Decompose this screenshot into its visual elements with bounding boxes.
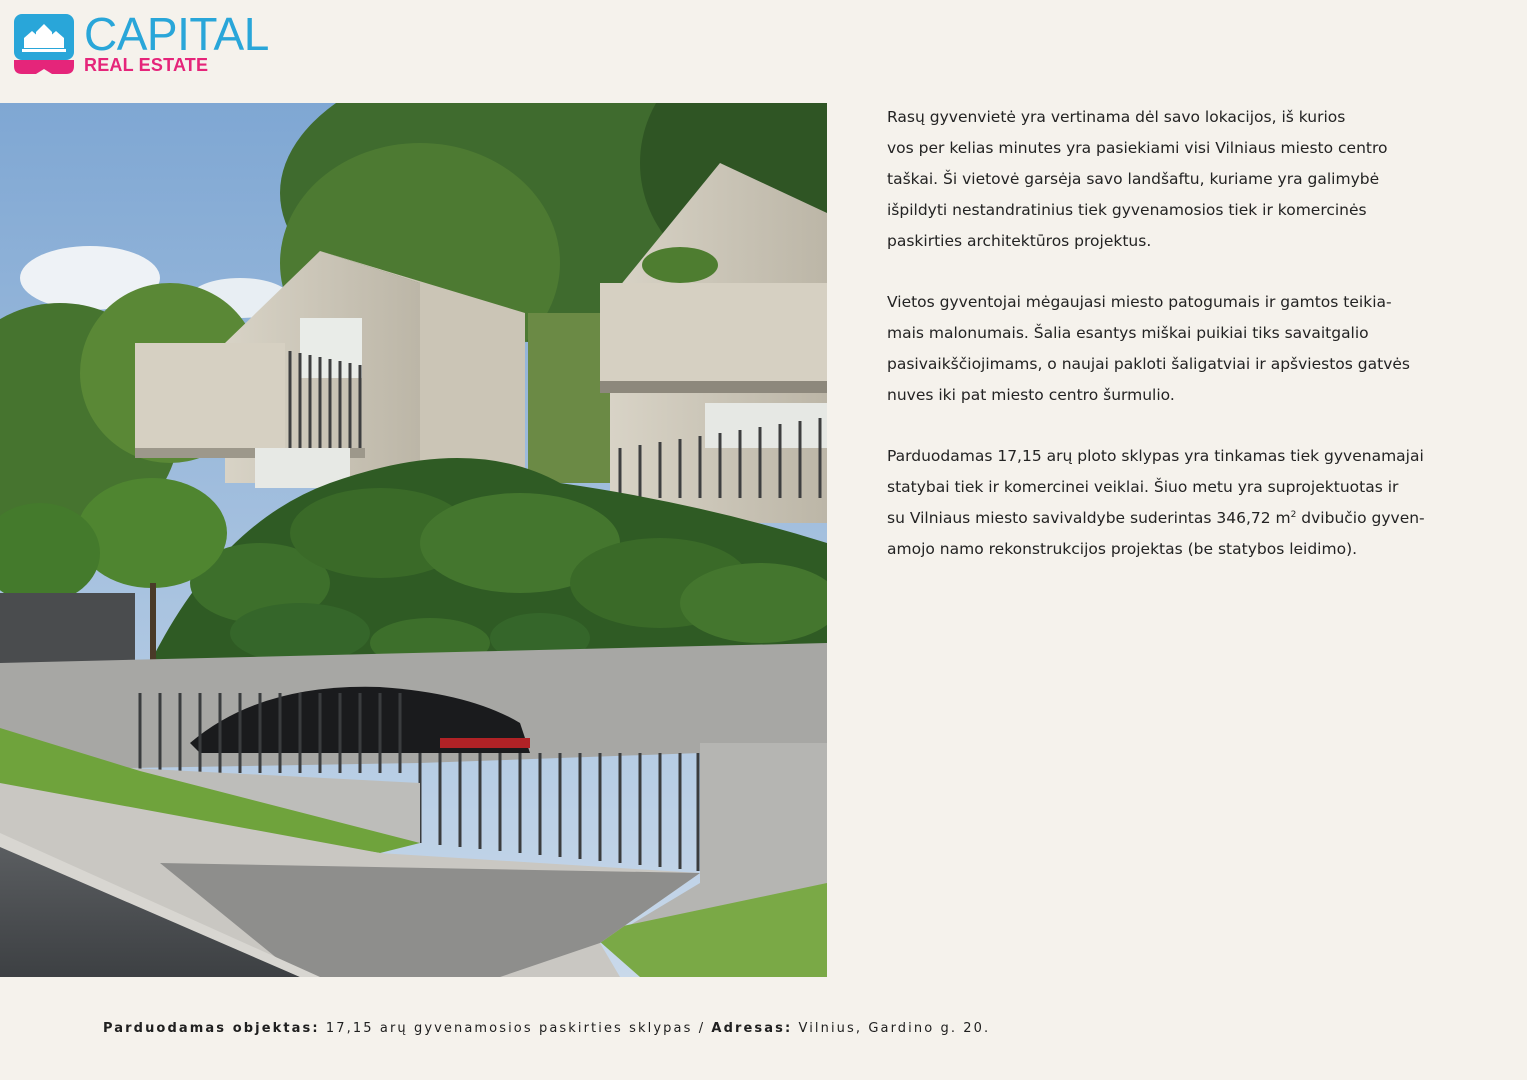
area-unit-superscript: 2	[1290, 509, 1297, 520]
address-label: Adresas:	[711, 1021, 793, 1036]
house-exterior-render-image	[0, 103, 827, 977]
brand-logo	[14, 8, 276, 78]
footer-info	[103, 1021, 990, 1036]
object-label: Parduodamas objektas:	[103, 1021, 320, 1036]
description-column	[887, 102, 1447, 595]
address-value: Vilnius, Gardino g. 20.	[792, 1021, 991, 1036]
object-value: 17,15 arų gyvenamosios paskirties sklypas /	[319, 1021, 712, 1036]
paragraph-plot-text-before: Parduodamas 17,15 arų ploto sklypas yra tinkamas tiek gyvenamajai statybai tiek ir komercinei veiklai. Šiuo metu yra suprojektuotas ir su Vilniaus miesto savivaldybe suderintas 346,72 m	[887, 447, 1424, 527]
brand-name: CAPITAL	[84, 8, 269, 60]
paragraph-plot-text-after: dvibučio gyven- amojo namo rekonstrukcijos projektas (be statybos leidimo).	[887, 509, 1425, 558]
paragraph-plot	[887, 441, 1447, 565]
house-logo-icon	[14, 14, 76, 76]
hero-image	[0, 103, 827, 977]
paragraph-location: Rasų gyvenvietė yra vertinama dėl savo lokacijos, iš kurios vos per kelias minutes yra pasiekiami visi Vilniaus miesto centro taškai. Ši vietovė garsėja savo landšaftu, kuriame yra galimybė išpildyti nestandratinius tiek gyvenamosios tiek ir komercinės paskirties architektūros projektus.	[887, 108, 1388, 250]
paragraph-lifestyle: Vietos gyventojai mėgaujasi miesto patogumais ir gamtos teikia- mais malonumais. Šalia esantys miškai puikiai tiks savaitgalio pasivaikščiojimams, o naujai pakloti šaligatviai ir apšviestos gatvės nuves iki pat miesto centro šurmulio.	[887, 293, 1410, 404]
brand-tagline: REAL ESTATE	[84, 55, 209, 75]
